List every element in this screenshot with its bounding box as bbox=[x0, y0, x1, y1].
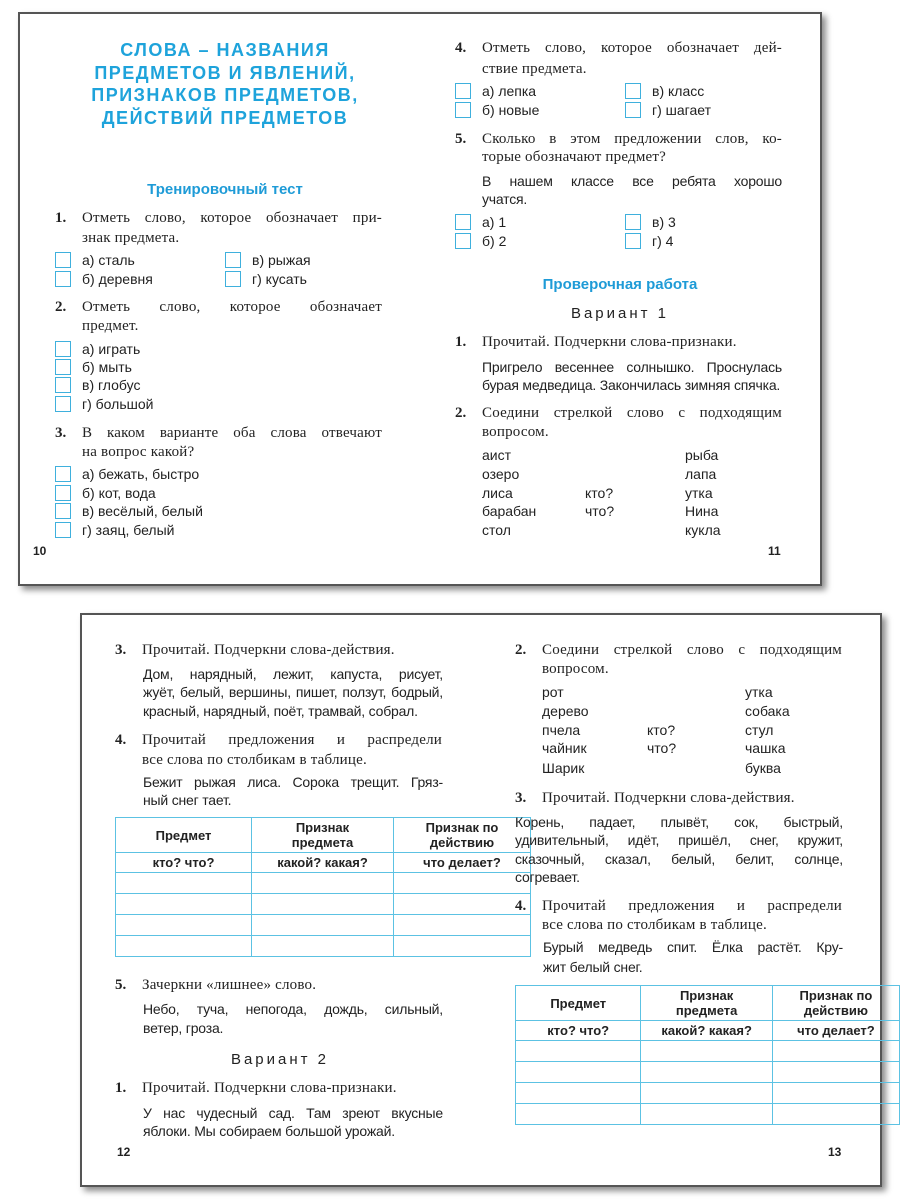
body-text: жит белый снег. bbox=[543, 959, 643, 975]
word-left: чайник bbox=[542, 740, 587, 756]
question-number: 5. bbox=[115, 977, 127, 993]
body-text: красный, нарядный, поёт, трамвай, собрал. bbox=[143, 703, 418, 719]
table-header: Предмет bbox=[116, 818, 252, 853]
word-left: дерево bbox=[542, 703, 589, 719]
answer-option-label: б) деревня bbox=[82, 271, 153, 287]
answer-option-label: а) лепка bbox=[482, 83, 537, 99]
answer-checkbox[interactable] bbox=[55, 377, 71, 393]
word-right: утка bbox=[685, 485, 713, 501]
answer-option-label: в) 3 bbox=[652, 214, 676, 230]
word-left: пчела bbox=[542, 722, 581, 738]
question-text: Прочитай предложения и распредели bbox=[142, 732, 442, 748]
table-cell[interactable] bbox=[252, 915, 394, 936]
question-text: все слова по столбикам в таблице. bbox=[542, 917, 767, 933]
body-text: согревает. bbox=[515, 869, 580, 885]
question-text: Соедини стрелкой слово с подходящим bbox=[482, 405, 782, 421]
body-text: Бурый медведь спит. Ёлка растёт. Кру- bbox=[543, 939, 843, 955]
word-right: Нина bbox=[685, 503, 719, 519]
answer-checkbox[interactable] bbox=[55, 485, 71, 501]
answer-option-label: б) мыть bbox=[82, 359, 132, 375]
answer-option-label: г) шагает bbox=[652, 102, 711, 118]
answer-checkbox[interactable] bbox=[455, 233, 471, 249]
answer-checkbox[interactable] bbox=[225, 271, 241, 287]
body-text: Небо, туча, непогода, дождь, сильный, bbox=[143, 1001, 443, 1017]
table-cell[interactable] bbox=[116, 894, 252, 915]
table-row bbox=[116, 915, 531, 936]
table-header: Признак по действию bbox=[394, 818, 531, 853]
answer-option-label: а) играть bbox=[82, 341, 141, 357]
table-cell[interactable] bbox=[641, 1104, 772, 1125]
question-number: 3. bbox=[55, 425, 67, 441]
table-header: Признак по действию bbox=[772, 986, 899, 1021]
word-right: рыба bbox=[685, 447, 719, 463]
question-text: Отметь слово, которое обозначает дей- bbox=[482, 40, 782, 56]
table-cell[interactable] bbox=[516, 1041, 641, 1062]
question-number: 4. bbox=[515, 898, 527, 914]
body-text: жуёт, белый, вершины, пишет, ползут, бодрый, bbox=[143, 684, 443, 700]
question-text: Сколько в этом предложении слов, ко- bbox=[482, 131, 782, 147]
body-text: В нашем классе все ребята хорошо bbox=[482, 173, 782, 189]
word-left: аист bbox=[482, 447, 512, 463]
question-number: 3. bbox=[515, 790, 527, 806]
answer-checkbox[interactable] bbox=[55, 466, 71, 482]
variant-title: Вариант 1 bbox=[570, 305, 670, 322]
table-cell[interactable] bbox=[116, 873, 252, 894]
word-right: кукла bbox=[685, 522, 721, 538]
table-cell[interactable] bbox=[116, 936, 252, 957]
question-number: 4. bbox=[115, 732, 127, 748]
body-text: ный снег тает. bbox=[143, 792, 232, 808]
table-cell[interactable] bbox=[516, 1083, 641, 1104]
question-word: кто? bbox=[585, 485, 614, 501]
table-header: Предмет bbox=[516, 986, 641, 1021]
table-cell[interactable] bbox=[516, 1062, 641, 1083]
body-text: У нас чудесный сад. Там зреют вкусные bbox=[143, 1105, 443, 1121]
question-text: Отметь слово, которое обозначает при- bbox=[82, 210, 382, 226]
question-text: Прочитай. Подчеркни слова-действия. bbox=[542, 790, 795, 806]
question-number: 2. bbox=[515, 642, 527, 658]
answer-option-label: г) 4 bbox=[652, 233, 674, 249]
question-number: 1. bbox=[455, 334, 467, 350]
table-row bbox=[116, 936, 531, 957]
question-text: вопросом. bbox=[482, 424, 549, 440]
page-number: 11 bbox=[768, 544, 781, 558]
question-text: все слова по столбикам в таблице. bbox=[142, 752, 367, 768]
answer-option-label: в) весёлый, белый bbox=[82, 503, 203, 519]
answer-checkbox[interactable] bbox=[55, 396, 71, 412]
table-question: что делает? bbox=[772, 1021, 899, 1041]
word-right: утка bbox=[745, 684, 773, 700]
table-header: Признак предмета bbox=[252, 818, 394, 853]
question-number: 5. bbox=[455, 131, 467, 147]
answer-option-label: б) новые bbox=[482, 102, 540, 118]
answer-checkbox[interactable] bbox=[55, 522, 71, 538]
table-question: какой? какая? bbox=[641, 1021, 772, 1041]
question-number: 2. bbox=[455, 405, 467, 421]
answer-checkbox[interactable] bbox=[625, 83, 641, 99]
word-left: рот bbox=[542, 684, 564, 700]
answer-checkbox[interactable] bbox=[625, 102, 641, 118]
answer-option-label: а) 1 bbox=[482, 214, 507, 230]
chapter-title: СЛОВА – НАЗВАНИЯ bbox=[120, 40, 330, 60]
answer-checkbox[interactable] bbox=[625, 233, 641, 249]
question-text: на вопрос какой? bbox=[82, 444, 195, 460]
table-cell[interactable] bbox=[394, 936, 531, 957]
word-left: стол bbox=[482, 522, 511, 538]
answer-option-label: б) 2 bbox=[482, 233, 507, 249]
answer-checkbox[interactable] bbox=[55, 341, 71, 357]
question-text: Соедини стрелкой слово с подходящим bbox=[542, 642, 842, 658]
word-left: лиса bbox=[482, 485, 513, 501]
question-text: Прочитай предложения и распредели bbox=[542, 898, 842, 914]
table-question: какой? какая? bbox=[252, 853, 394, 873]
body-text: Дом, нарядный, лежит, капуста, рисует, bbox=[143, 666, 443, 682]
question-text: Отметь слово, которое обозначает bbox=[82, 299, 382, 315]
word-left: Шарик bbox=[542, 760, 585, 776]
body-text: Корень, падает, плывёт, сок, быстрый, bbox=[515, 814, 843, 830]
question-text: предмет. bbox=[82, 318, 139, 334]
answer-option-label: г) большой bbox=[82, 396, 154, 412]
answer-option-label: г) кусать bbox=[252, 271, 307, 287]
answer-option-label: г) заяц, белый bbox=[82, 522, 175, 538]
table-question: кто? что? bbox=[116, 853, 252, 873]
table-cell[interactable] bbox=[641, 1041, 772, 1062]
table-cell[interactable] bbox=[641, 1062, 772, 1083]
word-right: лапа bbox=[685, 466, 717, 482]
table-cell[interactable] bbox=[772, 1041, 899, 1062]
answer-option-label: а) бежать, быстро bbox=[82, 466, 200, 482]
table-row bbox=[516, 1104, 900, 1125]
word-right: стул bbox=[745, 722, 774, 738]
question-text: ствие предмета. bbox=[482, 61, 587, 77]
section-title: Тренировочный тест bbox=[147, 181, 303, 198]
question-text: Прочитай. Подчеркни слова-признаки. bbox=[482, 334, 737, 350]
answer-option-label: в) рыжая bbox=[252, 252, 311, 268]
question-word: что? bbox=[585, 503, 615, 519]
word-right: буква bbox=[745, 760, 781, 776]
question-number: 4. bbox=[455, 40, 467, 56]
table-cell[interactable] bbox=[772, 1083, 899, 1104]
table-question: что делает? bbox=[394, 853, 531, 873]
answer-option-label: а) сталь bbox=[82, 252, 135, 268]
table-header: Признак предмета bbox=[641, 986, 772, 1021]
chapter-title: ДЕЙСТВИЙ ПРЕДМЕТОВ bbox=[101, 107, 349, 128]
table-cell[interactable] bbox=[252, 894, 394, 915]
table-row bbox=[516, 1062, 900, 1083]
body-text: сказочный, сказал, белый, белит, солнце, bbox=[515, 851, 843, 867]
answer-table bbox=[515, 985, 900, 1125]
table-cell[interactable] bbox=[772, 1062, 899, 1083]
question-text: Прочитай. Подчеркни слова-признаки. bbox=[142, 1080, 397, 1096]
word-left: барабан bbox=[482, 503, 537, 519]
word-right: собака bbox=[745, 703, 790, 719]
answer-table bbox=[115, 817, 531, 957]
body-text: Пригрело весеннее солнышко. Проснулась bbox=[482, 359, 782, 375]
table-row bbox=[516, 1083, 900, 1104]
answer-checkbox[interactable] bbox=[625, 214, 641, 230]
table-cell[interactable] bbox=[772, 1104, 899, 1125]
question-number: 3. bbox=[115, 642, 127, 658]
answer-option-label: б) кот, вода bbox=[82, 485, 156, 501]
table-cell[interactable] bbox=[116, 915, 252, 936]
body-text: удивительный, идёт, пришёл, снег, кружит, bbox=[515, 832, 843, 848]
page-number: 13 bbox=[828, 1145, 842, 1159]
body-text: учатся. bbox=[482, 191, 528, 207]
question-text: Прочитай. Подчеркни слова-действия. bbox=[142, 642, 395, 658]
table-cell[interactable] bbox=[394, 915, 531, 936]
question-number: 1. bbox=[55, 210, 67, 226]
answer-checkbox[interactable] bbox=[55, 252, 71, 268]
section-title: Проверочная работа bbox=[542, 276, 698, 293]
body-text: Бежит рыжая лиса. Сорока трещит. Гряз- bbox=[143, 774, 443, 790]
table-cell[interactable] bbox=[252, 873, 394, 894]
table-row bbox=[116, 894, 531, 915]
body-text: ветер, гроза. bbox=[143, 1020, 224, 1036]
table-question: кто? что? bbox=[516, 1021, 641, 1041]
question-text: Зачеркни «лишнее» слово. bbox=[142, 977, 317, 993]
variant-title: Вариант 2 bbox=[230, 1051, 330, 1068]
answer-option-label: в) класс bbox=[652, 83, 705, 99]
answer-checkbox[interactable] bbox=[455, 83, 471, 99]
answer-checkbox[interactable] bbox=[55, 503, 71, 519]
table-cell[interactable] bbox=[252, 936, 394, 957]
page-number: 10 bbox=[33, 544, 47, 558]
page-number: 12 bbox=[117, 1145, 131, 1159]
word-left: озеро bbox=[482, 466, 520, 482]
question-word: что? bbox=[647, 740, 677, 756]
answer-checkbox[interactable] bbox=[55, 271, 71, 287]
question-word: кто? bbox=[647, 722, 676, 738]
chapter-title: ПРИЗНАКОВ ПРЕДМЕТОВ, bbox=[91, 85, 359, 105]
table-cell[interactable] bbox=[394, 873, 531, 894]
body-text: бурая медведица. Закончилась зимняя спячка. bbox=[482, 377, 781, 393]
answer-checkbox[interactable] bbox=[455, 214, 471, 230]
table-cell[interactable] bbox=[394, 894, 531, 915]
question-number: 1. bbox=[115, 1080, 127, 1096]
answer-checkbox[interactable] bbox=[55, 359, 71, 375]
question-text: знак предмета. bbox=[82, 230, 180, 246]
question-text: вопросом. bbox=[542, 661, 609, 677]
table-cell[interactable] bbox=[516, 1104, 641, 1125]
word-right: чашка bbox=[745, 740, 786, 756]
answer-option-label: в) глобус bbox=[82, 377, 141, 393]
chapter-title: ПРЕДМЕТОВ И ЯВЛЕНИЙ, bbox=[94, 62, 356, 83]
question-text: торые обозначают предмет? bbox=[482, 149, 666, 165]
table-row bbox=[516, 1041, 900, 1062]
question-number: 2. bbox=[55, 299, 67, 315]
answer-checkbox[interactable] bbox=[455, 102, 471, 118]
body-text: яблоки. Мы собираем большой урожай. bbox=[143, 1123, 395, 1139]
question-text: В каком варианте оба слова отвечают bbox=[82, 425, 382, 441]
table-row bbox=[116, 873, 531, 894]
answer-checkbox[interactable] bbox=[225, 252, 241, 268]
table-cell[interactable] bbox=[641, 1083, 772, 1104]
